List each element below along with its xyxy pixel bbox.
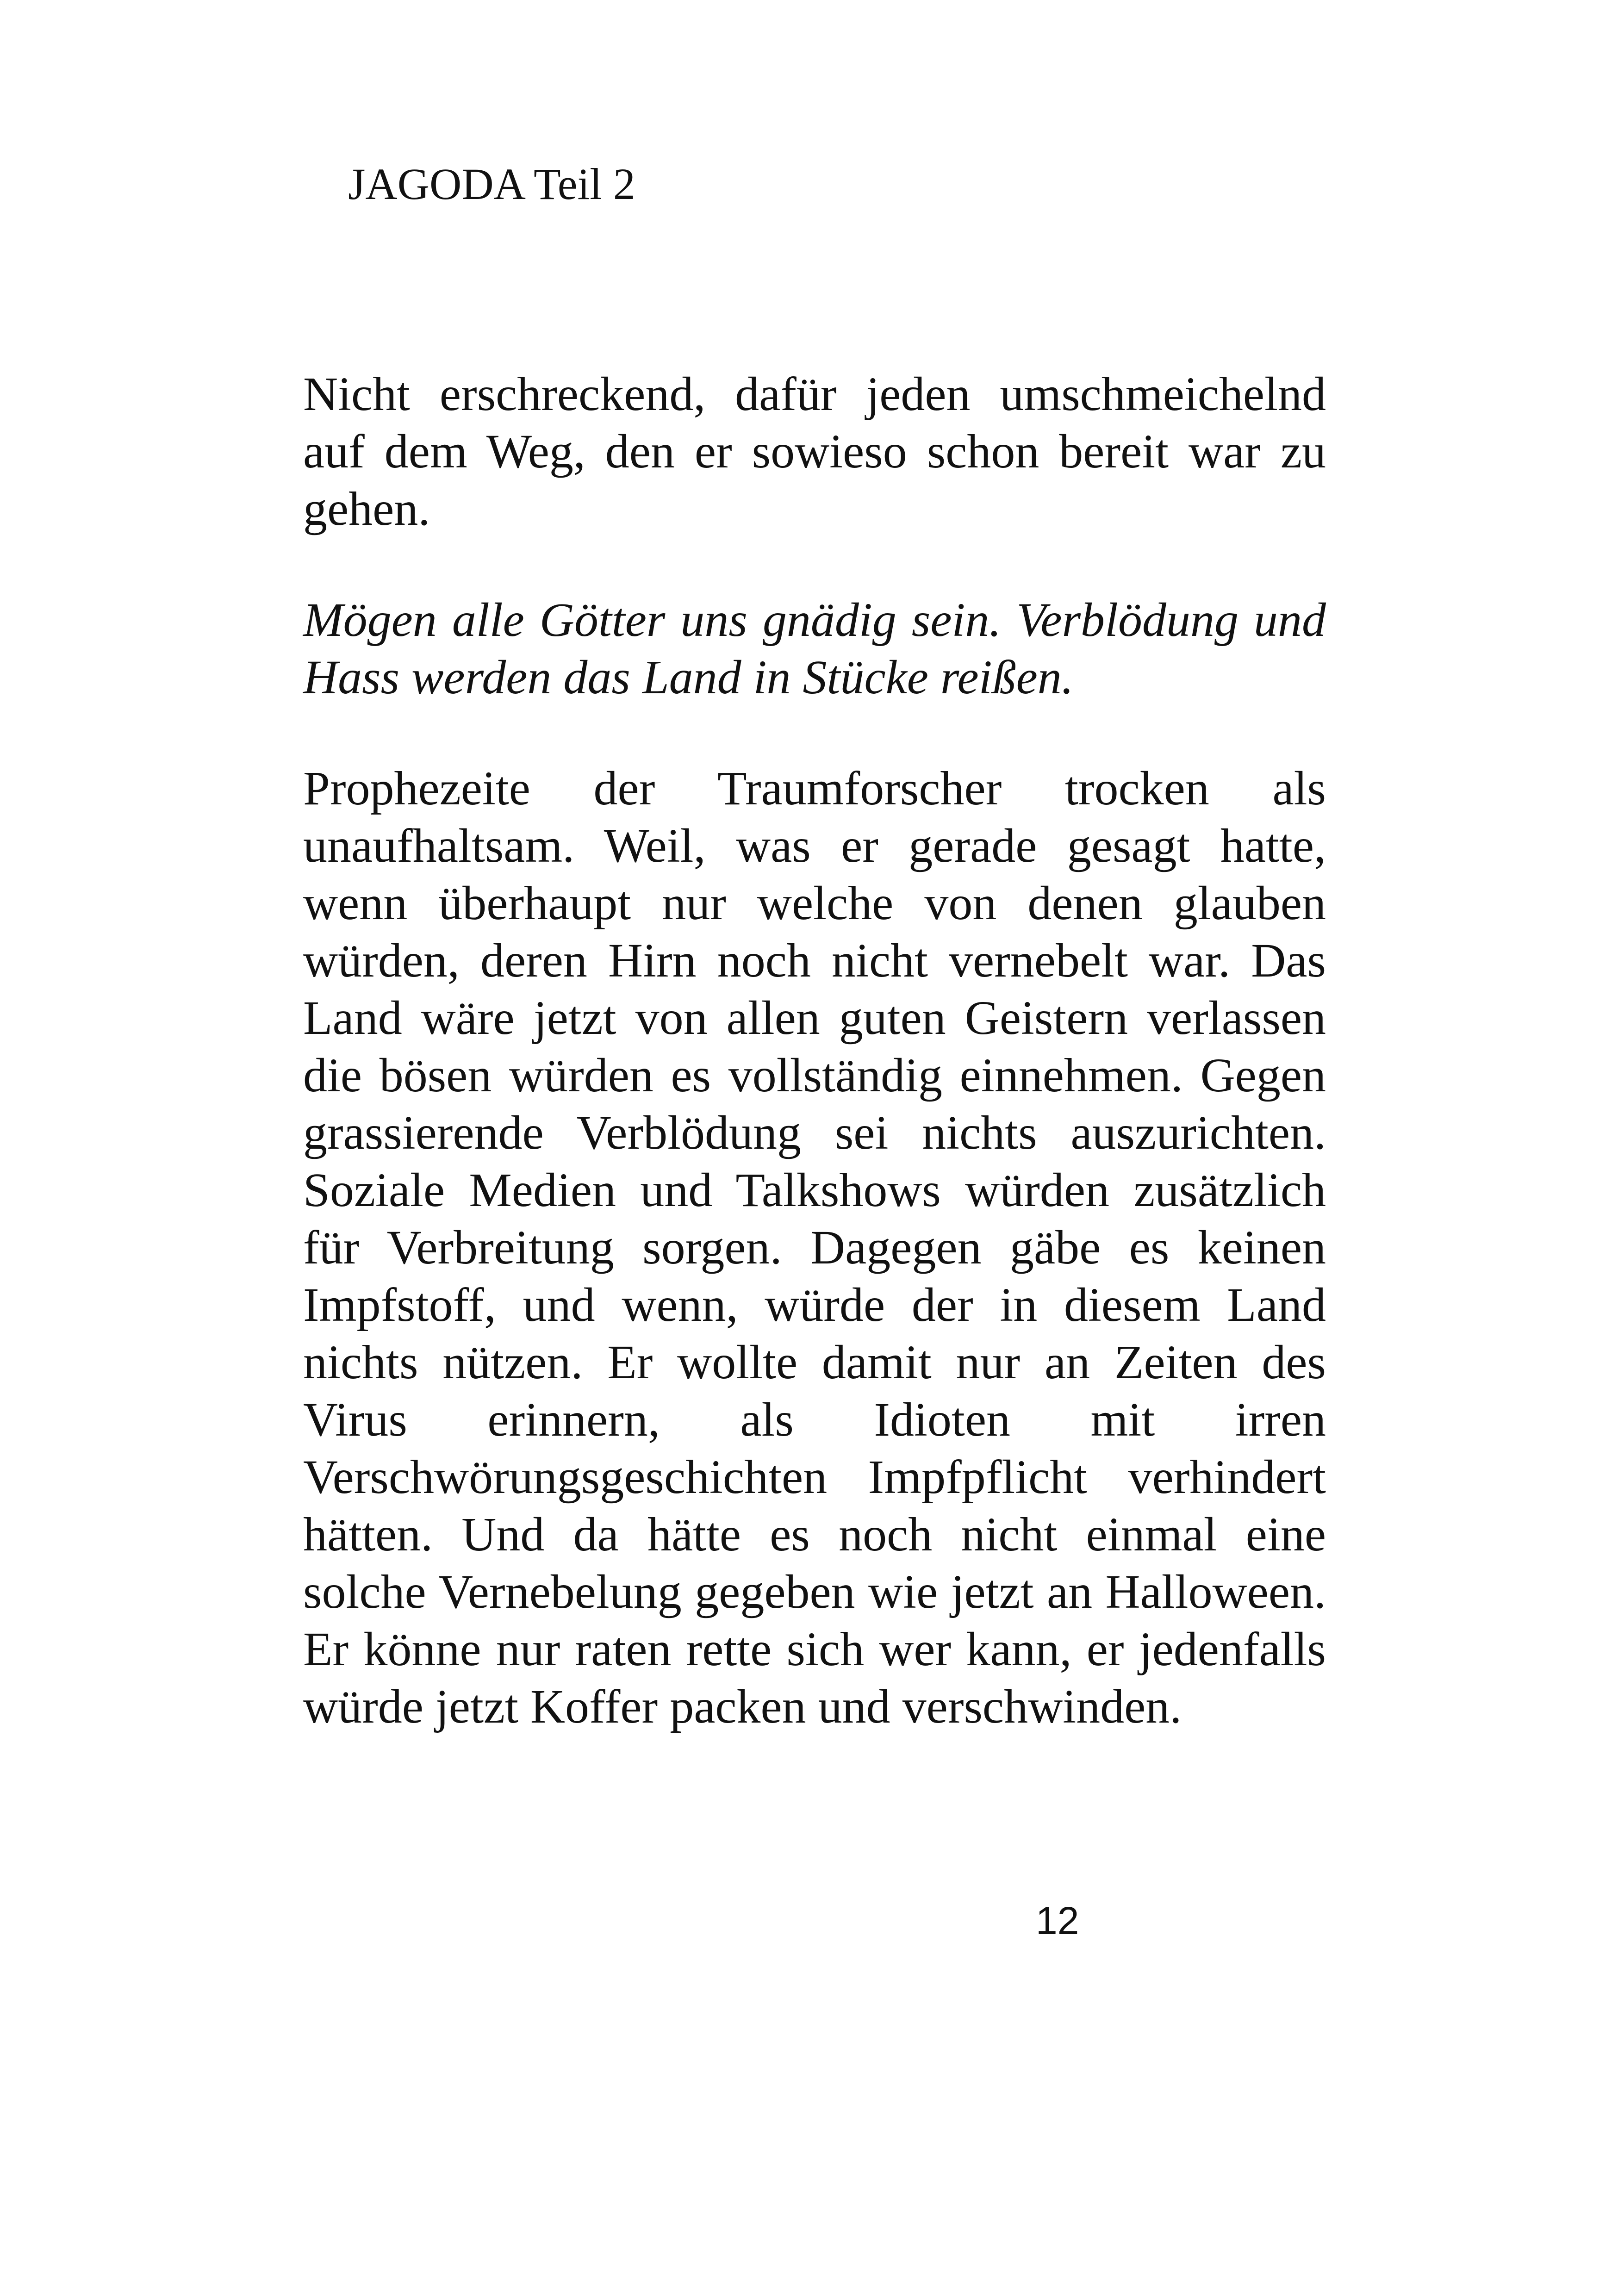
page-header: JAGODA Teil 2: [348, 159, 635, 209]
paragraph-main: Prophezeite der Traumforscher trocken als unaufhaltsam. Weil, was er gerade gesagt hatte, wenn überhaupt nur welche von denen glauben würden, deren Hirn noch nicht vernebelt war. Das Land wäre jetzt von allen guten Geistern verlassen die bösen würden es vollständig einnehmen. Gegen grassierende Verblödung sei nichts auszurichten. Soziale Medien und Talkshows würden zusätzlich für Verbreitung sorgen. Dagegen gäbe es keinen Impfstoff, und wenn, würde der in diesem Land nichts nützen. Er wollte damit nur an Zeiten des Virus erinnern, als Idioten mit irren Verschwörungsgeschichten Impfpflicht verhindert hätten. Und da hätte es noch nicht einmal eine solche Vernebelung gegeben wie jetzt an Halloween. Er könne nur raten rette sich wer kann, er jedenfalls würde jetzt Koffer packen und verschwinden.: [303, 762, 1326, 1733]
paragraph-italic-quote: Mögen alle Götter uns gnädig sein. Verblödung und Hass werden das Land in Stücke reißen.: [303, 593, 1326, 704]
page-number: 12: [1036, 1899, 1079, 1942]
page-body: [303, 366, 1326, 1736]
paragraph-intro: Nicht erschreckend, dafür jeden umschmeichelnd auf dem Weg, den er sowieso schon bereit war zu gehen.: [303, 367, 1326, 535]
